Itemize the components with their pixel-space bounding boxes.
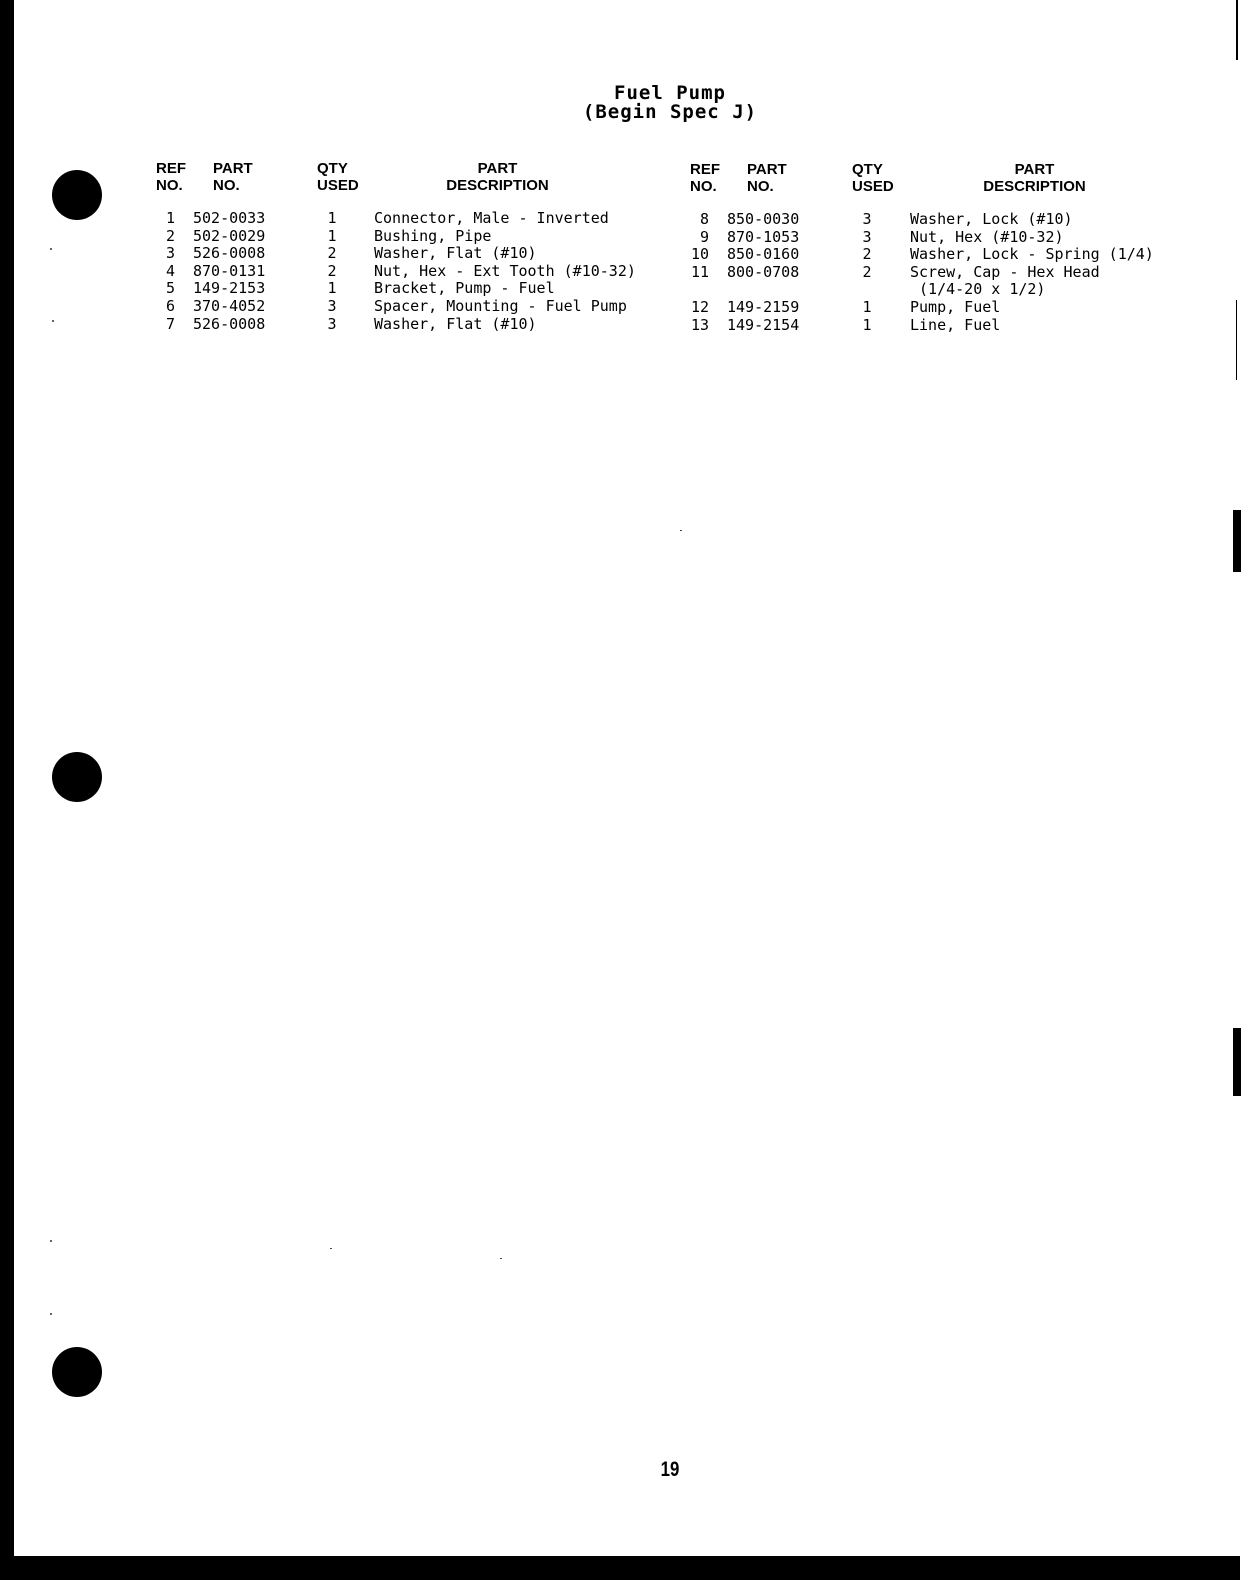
- part-description: Nut, Hex (#10-32): [910, 227, 1064, 246]
- table-row: [683, 317, 1203, 335]
- header-ref-line-1: REF: [690, 161, 720, 178]
- punch-hole: [52, 1347, 102, 1397]
- scan-speck: [52, 320, 54, 322]
- punch-hole: [52, 752, 102, 802]
- part-description: Nut, Hex - Ext Tooth (#10-32): [374, 261, 636, 280]
- qty-used: 2: [327, 244, 337, 263]
- qty-used: 2: [327, 261, 337, 280]
- header-part-description: [420, 160, 575, 194]
- scan-speck: [500, 1258, 502, 1259]
- part-description: Washer, Lock (#10): [910, 210, 1073, 228]
- part-description: Screw, Cap - Hex Head: [910, 262, 1100, 281]
- part-description: Washer, Flat (#10): [374, 314, 537, 333]
- part-no: 870-0131: [193, 261, 266, 280]
- title-line-2: (Begin Spec J): [582, 101, 758, 123]
- scan-speck: [330, 1248, 332, 1249]
- scan-edge-mark: [1233, 1028, 1241, 1096]
- part-no: 502-0033: [193, 209, 266, 227]
- part-no: 149-2153: [193, 279, 266, 298]
- table-row: [683, 264, 1203, 282]
- ref-no: 2: [165, 226, 175, 245]
- part-description: Washer, Flat (#10): [374, 244, 537, 263]
- header-qty-line-1: QTY: [852, 161, 883, 178]
- part-description: (1/4-20 x 1/2): [910, 280, 1046, 299]
- header-desc-line-1: PART: [477, 160, 518, 177]
- table-row: [150, 210, 670, 228]
- header-ref-line-1: REF: [156, 160, 186, 177]
- scan-speck: [680, 530, 682, 531]
- part-description: Spacer, Mounting - Fuel Pump: [374, 296, 627, 315]
- part-no: 149-2154: [727, 315, 800, 334]
- scan-speck: [50, 1313, 52, 1315]
- punch-hole: [52, 170, 102, 220]
- qty-used: 1: [327, 226, 337, 245]
- header-desc-line-2: DESCRIPTION: [983, 178, 1086, 195]
- part-no: 526-0008: [193, 314, 266, 333]
- qty-used: 1: [862, 297, 872, 316]
- header-part-no-right: [747, 161, 787, 195]
- header-qty-line-1: QTY: [317, 160, 348, 177]
- header-part-line-1: PART: [747, 161, 787, 178]
- header-qty-used: [317, 160, 359, 194]
- part-no: 502-0029: [193, 226, 266, 245]
- qty-used: 1: [862, 315, 872, 334]
- part-no: 370-4052: [193, 296, 266, 315]
- table-row: [683, 246, 1203, 264]
- header-desc-line-2: DESCRIPTION: [446, 177, 549, 194]
- document-title: [470, 84, 870, 122]
- qty-used: 3: [327, 296, 337, 315]
- page-number: 19: [660, 1458, 680, 1481]
- header-part-line-2: NO.: [213, 177, 240, 194]
- scan-speck: [50, 248, 52, 250]
- table-row: [150, 316, 670, 334]
- part-description: Bracket, Pump - Fuel: [374, 279, 555, 298]
- table-row: [150, 263, 670, 281]
- ref-no: 11: [690, 262, 709, 281]
- ref-no: 1: [165, 209, 175, 227]
- qty-used: 2: [862, 262, 872, 281]
- table-row: [150, 245, 670, 263]
- part-description: Line, Fuel: [910, 315, 1001, 334]
- qty-used: 3: [327, 314, 337, 333]
- ref-no: 12: [690, 297, 709, 316]
- scan-edge-mark: [1236, 0, 1238, 60]
- header-ref-no-right: [690, 161, 720, 195]
- scan-edge-mark: [1233, 510, 1241, 572]
- part-no: 526-0008: [193, 244, 266, 263]
- title-line-1: Fuel Pump: [614, 82, 726, 104]
- qty-used: 1: [327, 209, 337, 227]
- part-description: Bushing, Pipe: [374, 226, 492, 245]
- table-row: [150, 228, 670, 246]
- ref-no: 9: [699, 227, 709, 246]
- part-no: 870-1053: [727, 227, 800, 246]
- table-row: [683, 211, 1203, 229]
- part-no: 800-0708: [727, 262, 800, 281]
- part-description: Washer, Lock - Spring (1/4): [910, 245, 1154, 264]
- header-ref-line-2: NO.: [156, 177, 183, 194]
- table-row-continuation: [683, 281, 1203, 299]
- header-desc-line-1: PART: [1014, 161, 1055, 178]
- scan-border-left: [0, 0, 14, 1580]
- qty-used: 1: [327, 279, 337, 298]
- scan-edge-mark: [1236, 300, 1237, 380]
- header-ref-line-2: NO.: [690, 178, 717, 195]
- header-qty-used-right: [852, 161, 894, 195]
- parts-list-right: [683, 211, 1203, 334]
- part-description: Pump, Fuel: [910, 297, 1001, 316]
- table-row: [150, 280, 670, 298]
- ref-no: 5: [165, 279, 175, 298]
- header-qty-line-2: USED: [317, 177, 359, 194]
- header-qty-line-2: USED: [852, 178, 894, 195]
- header-ref-no: [156, 160, 186, 194]
- part-no: 149-2159: [727, 297, 800, 316]
- header-part-line-1: PART: [213, 160, 253, 177]
- part-no: 850-0160: [727, 245, 800, 264]
- table-row: [683, 299, 1203, 317]
- header-part-line-2: NO.: [747, 178, 774, 195]
- header-part-no: [213, 160, 253, 194]
- scan-speck: [50, 1240, 52, 1242]
- part-no: 850-0030: [727, 210, 800, 228]
- qty-used: 3: [862, 210, 872, 228]
- table-row: [150, 298, 670, 316]
- parts-list-left: [150, 210, 670, 333]
- ref-no: 6: [165, 296, 175, 315]
- scan-border-bottom: [0, 1556, 1240, 1580]
- ref-no: 4: [165, 261, 175, 280]
- header-part-description-right: [957, 161, 1112, 195]
- ref-no: 3: [165, 244, 175, 263]
- ref-no: 7: [165, 314, 175, 333]
- ref-no: 10: [690, 245, 709, 264]
- qty-used: 2: [862, 245, 872, 264]
- ref-no: 13: [690, 315, 709, 334]
- part-description: Connector, Male - Inverted: [374, 209, 609, 227]
- table-row: [683, 229, 1203, 247]
- ref-no: 8: [699, 210, 709, 228]
- qty-used: 3: [862, 227, 872, 246]
